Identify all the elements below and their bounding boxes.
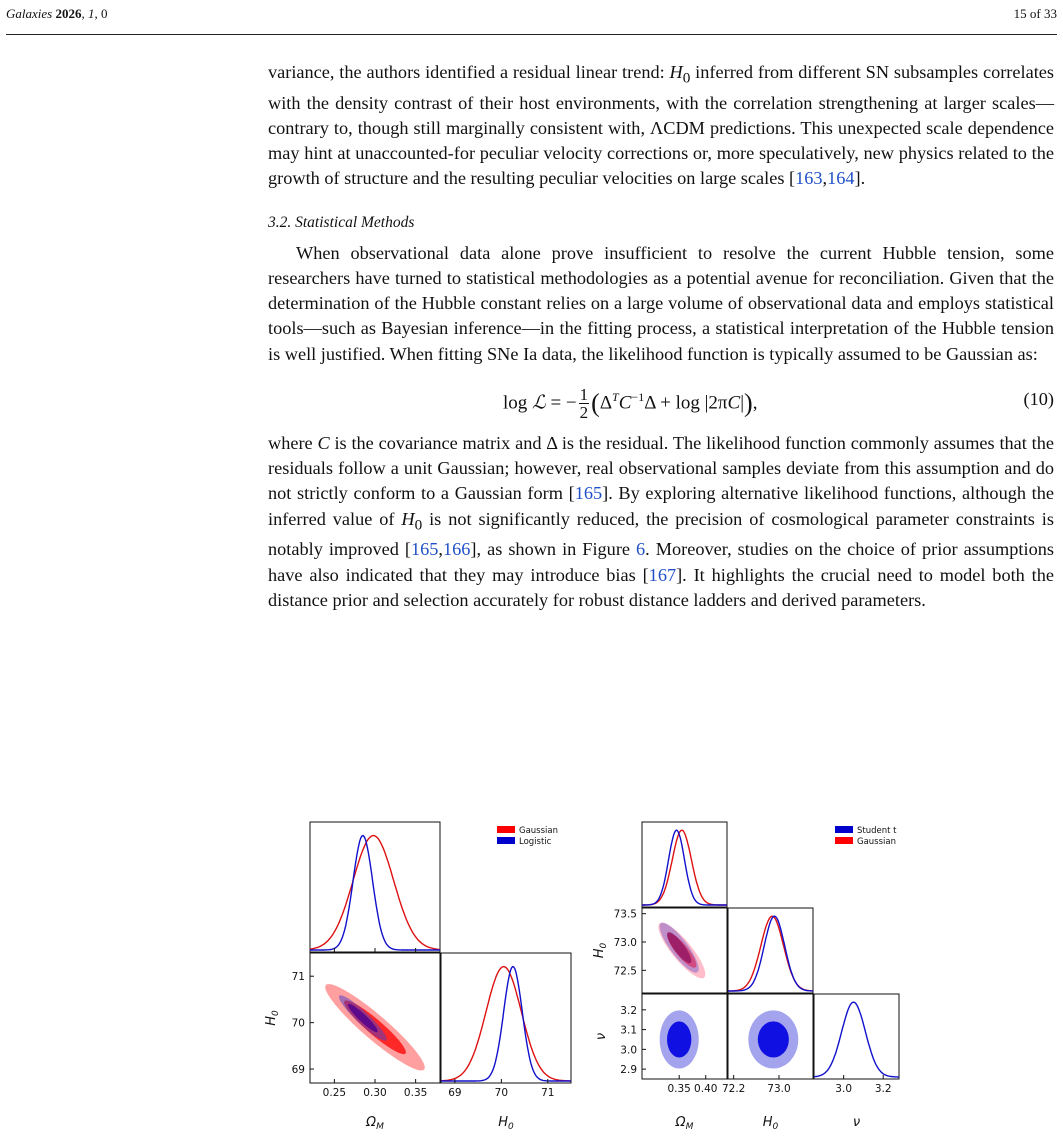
y-axis-label-h0 bbox=[264, 1010, 281, 1026]
nu-tick-label: 3.2 bbox=[620, 1004, 637, 1017]
svg-text:H0: $H_0$ bbox=[498, 1115, 514, 1132]
om-tick-label: 0.30 bbox=[363, 1087, 387, 1099]
h0-tick-label: 70 bbox=[291, 1017, 305, 1030]
panel-om-marginal bbox=[310, 822, 440, 952]
h0-tick-label: 71 bbox=[291, 971, 305, 984]
citation-link[interactable]: 166 bbox=[443, 539, 471, 560]
nu-tick-label: 3.1 bbox=[620, 1024, 637, 1037]
svg-text:ν: ν bbox=[852, 1115, 861, 1130]
x-axis-label-h0 bbox=[498, 1115, 514, 1132]
h0-tick-label: 72.2 bbox=[721, 1083, 746, 1095]
equation-number: (10) bbox=[1023, 388, 1054, 409]
om-tick-label: 0.25 bbox=[322, 1087, 347, 1099]
student-contour-1sigma bbox=[667, 1021, 691, 1057]
h0-tick-label: 69 bbox=[291, 1064, 305, 1077]
x-axis-label-om bbox=[675, 1115, 694, 1132]
om-logistic-curve bbox=[310, 836, 440, 950]
running-head: Galaxies 2026, 1, 0 bbox=[6, 6, 108, 21]
equation-formula: log ℒ = − $\frac{1}{2}$ $(\Delta^TC^{-1}\Delta + \log |2\pi C|)$, bbox=[503, 385, 758, 423]
h0-logistic-curve bbox=[441, 967, 571, 1081]
paragraph-2: When observational data alone prove insufficient to resolve the current Hubble tension, some researchers have turned to statistical methodologies as a potential avenue for reconciliation. Given that the determination of the Hubble constant relies on a large volume of observational data and employs statistical tools—such as Bayesian inference—in the fitting process, a statistical interpretation of the Hubble tension is well justified. When fitting SNe Ia data, the likelihood function is typically assumed to be Gaussian as: bbox=[268, 242, 1054, 364]
nu-tick-label: 2.9 bbox=[620, 1064, 637, 1077]
h0-tick-label: 71 bbox=[541, 1087, 555, 1099]
h0-tick-label: 72.5 bbox=[613, 965, 637, 978]
h0-tick-label: 70 bbox=[494, 1087, 509, 1099]
y-axis-label-nu bbox=[594, 1033, 609, 1040]
om-gaussian-curve bbox=[642, 830, 727, 905]
nu-tick-label: 3.2 bbox=[874, 1083, 892, 1095]
svg-text:H0: $H_0$ bbox=[762, 1115, 779, 1132]
x-axis-label-om bbox=[365, 1115, 384, 1132]
x-axis-label-nu bbox=[853, 1115, 860, 1130]
svg-text:H0: $H_0$ bbox=[264, 1010, 281, 1026]
om-gaussian-curve bbox=[310, 836, 440, 950]
citation-link[interactable]: 167 bbox=[648, 564, 677, 585]
legend-swatch bbox=[835, 826, 853, 833]
citation-link[interactable]: 163 bbox=[795, 168, 823, 189]
panel-nu-marginal bbox=[814, 994, 899, 1079]
h0-tick-label: 69 bbox=[448, 1087, 462, 1099]
svg-text:ΩM: $\Omega_M$ bbox=[675, 1115, 694, 1132]
h0-tick-label: 73.5 bbox=[613, 908, 637, 921]
h0-tick-label: 73.0 bbox=[613, 937, 637, 949]
legend-label: Student t bbox=[857, 826, 897, 836]
h0-tick-label: 73.0 bbox=[767, 1083, 791, 1095]
legend-label: Gaussian bbox=[857, 837, 896, 847]
x-axis-label-h0 bbox=[763, 1115, 779, 1132]
nu-student-curve bbox=[814, 1002, 899, 1077]
citation-link[interactable]: 165 bbox=[574, 483, 603, 504]
nu-tick-label: 3.0 bbox=[835, 1083, 853, 1095]
page-number: 15 of 33 bbox=[1013, 6, 1057, 21]
legend-label: Logistic bbox=[519, 837, 552, 847]
om-tick-label: 0.35 bbox=[403, 1087, 428, 1099]
om-tick-label: 0.35 bbox=[667, 1083, 691, 1095]
h0-student-curve bbox=[728, 916, 813, 991]
svg-text:H0: $H_0$ bbox=[592, 942, 609, 959]
paragraph-3: where C is the covariance matrix and Δ is the residual. The likelihood function commonly assumes that the residuals follow a unit Gaussian; however, real observational samples deviate from this assumption and do not strictly conform to a Gaussian form [165]. By exploring alternative likelihood functions, although the inferred value of $H_0$ is not significantly reduced, the precision of cosmological parameter constraints is notably improved [165,166], as shown in Figure 6. Moreover, studies on the choice of prior assumptions have also indicated that they may introduce bias [167]. It highlights the crucial need to model both the distance prior and selection accurately for robust distance ladders and derived parameters. bbox=[268, 432, 1054, 610]
paragraph-1: variance, the authors identified a residual linear trend: $H_0$ inferred from different SN subsamples correlates with the density contrast of their host environments, with the correlation strengthening at larger scales—contrary to, though still marginally consistent with, ΛCDM predictions. This unexpected scale dependence may hint at unaccounted-for peculiar velocity corrections or, more speculatively, new physics related to the growth of structure and the resulting peculiar velocities on large scales [163,164]. bbox=[268, 62, 1055, 189]
legend-swatch bbox=[497, 837, 515, 844]
legend-swatch bbox=[497, 826, 515, 833]
student-contour-1sigma bbox=[758, 1021, 789, 1057]
h0-gaussian-curve bbox=[441, 967, 571, 1081]
section-heading: 3.2. Statistical Methods bbox=[268, 213, 415, 231]
om-student-curve bbox=[642, 830, 727, 905]
h0-gaussian-curve bbox=[728, 916, 813, 991]
citation-link[interactable]: 165 bbox=[411, 539, 439, 560]
svg-text:ΩM: $\Omega_M$ bbox=[366, 1115, 384, 1132]
legend-label: Gaussian bbox=[519, 826, 558, 836]
citation-link[interactable]: 164 bbox=[827, 168, 855, 189]
legend-swatch bbox=[835, 837, 853, 844]
om-tick-label: 0.40 bbox=[694, 1083, 718, 1095]
svg-text:ν: ν bbox=[594, 1032, 609, 1041]
y-axis-label-h0 bbox=[592, 942, 609, 958]
figure-link[interactable]: 6 bbox=[636, 539, 646, 560]
nu-tick-label: 3.0 bbox=[620, 1044, 637, 1057]
panel-h0-marginal bbox=[441, 953, 571, 1083]
